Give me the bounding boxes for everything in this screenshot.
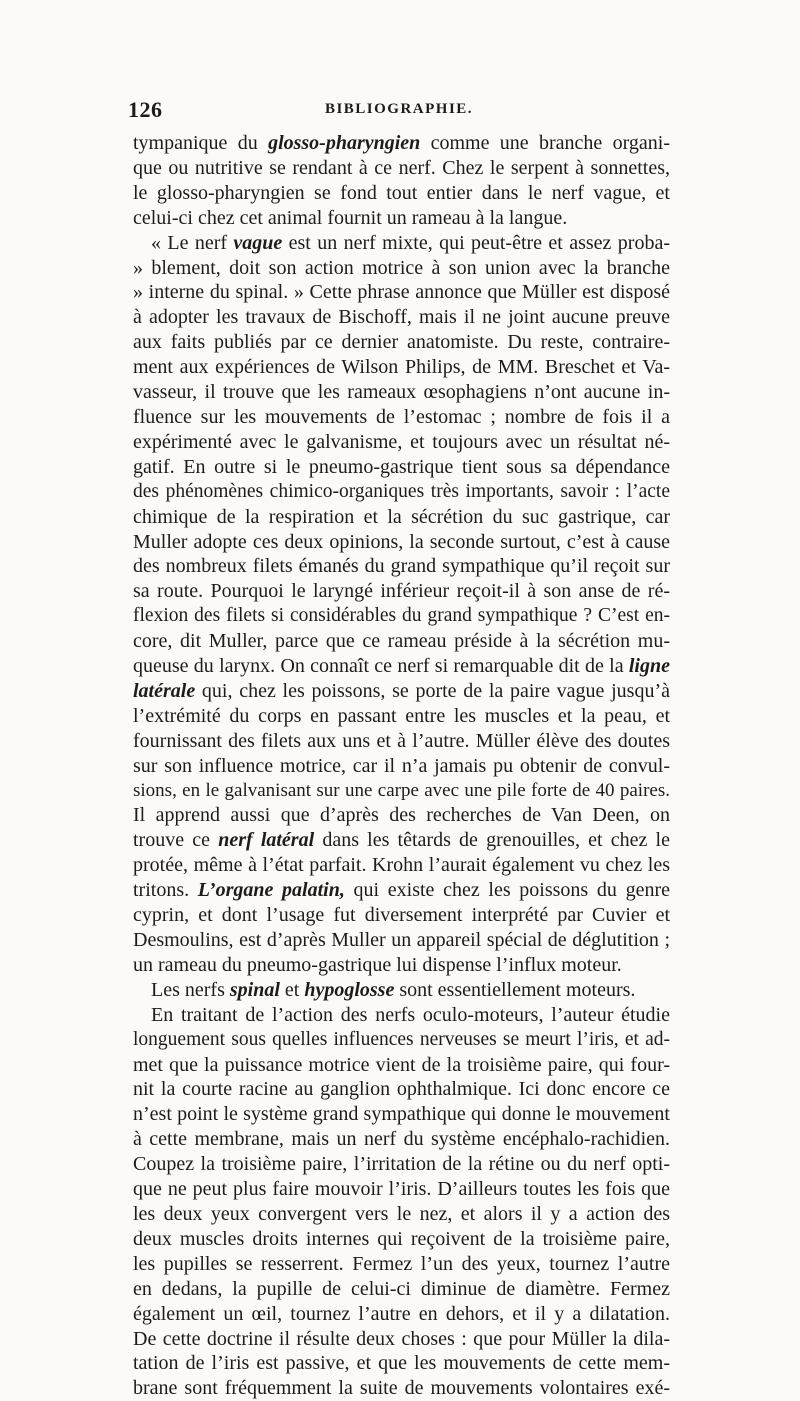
text-segment: expérimenté avec le galvanisme, et toujours avec un résultat né- — [133, 430, 670, 453]
text-segment: n’est point le système grand sympathique qui donne le mouvement — [133, 1103, 670, 1126]
text-segment: est un nerf mixte, qui peut-être et assez proba- — [282, 231, 670, 254]
text-line — [133, 1302, 670, 1327]
text-line — [133, 554, 670, 579]
text-line — [133, 903, 670, 928]
text-line — [133, 878, 670, 903]
text-line — [133, 380, 670, 405]
text-line — [133, 405, 670, 430]
text-line — [133, 505, 670, 530]
text-line — [133, 1227, 670, 1252]
text-line — [133, 131, 670, 156]
text-segment: nit la courte racine au ganglion ophthalmique. Ici donc encore ce — [133, 1078, 670, 1101]
text-segment: l’extrémité du corps en passant entre les muscles et la peau, et — [133, 704, 670, 727]
text-line — [133, 828, 670, 853]
text-segment: flexion des filets si considérables du grand sympathique ? C’est en- — [133, 605, 670, 627]
text-segment: tritons. — [133, 879, 198, 902]
text-line — [133, 206, 670, 231]
text-segment: De cette doctrine il résulte deux choses : que pour Müller la dila- — [133, 1327, 670, 1350]
text-segment: brane sont fréquemment la suite de mouvements volontaires exé- — [133, 1377, 670, 1400]
text-segment: dans les têtards de grenouilles, et chez le — [314, 829, 670, 852]
text-segment: les deux yeux convergent vers le nez, et alors il y a action des — [133, 1202, 670, 1225]
text-segment: comme une branche organi- — [420, 132, 670, 154]
text-line — [133, 1003, 670, 1028]
text-segment: fournissant des filets aux uns et à l’autre. Müller élève des doutes — [133, 729, 670, 752]
text-segment: qui existe chez les poissons du genre — [344, 879, 670, 902]
text-line — [133, 305, 670, 330]
text-line — [133, 654, 670, 679]
text-segment: sont essentiellement moteurs. — [394, 978, 636, 1001]
text-line — [133, 1102, 670, 1127]
text-segment: protée, même à l’état parfait. Krohn l’aurait également vu chez les — [133, 854, 670, 877]
text-line — [133, 355, 670, 380]
text-segment: cyprin, et dont l’usage fut diversement interprété par Cuvier et — [133, 904, 670, 927]
text-segment: met que la puissance motrice vient de la troisième paire, qui four- — [133, 1053, 670, 1076]
text-segment: des phénomènes chimico-organiques très importants, savoir : l’acte — [133, 480, 670, 502]
running-head: BIBLIOGRAPHIE. — [324, 101, 474, 117]
text-segment: un rameau du pneumo-gastrique lui dispense l’influx moteur. — [133, 953, 622, 976]
text-segment: fluence sur les mouvements de l’estomac ; nombre de fois il a — [133, 405, 670, 428]
italic-text: ligne — [628, 655, 670, 678]
text-segment: queuse du larynx. On connaît ce nerf si remarquable dit de la — [133, 655, 629, 678]
text-line — [133, 729, 670, 754]
text-line — [133, 803, 670, 828]
text-segment: core, dit Muller, parce que ce rameau préside à la sécrétion mu- — [133, 630, 670, 653]
text-line — [133, 430, 670, 455]
text-segment: sions, en le galvanisant sur une carpe avec une pile forte de 40 paires. — [133, 779, 670, 801]
text-line — [133, 853, 670, 878]
text-line — [133, 1127, 670, 1152]
text-segment: « Le nerf — [151, 231, 234, 254]
text-segment: Desmoulins, est d’après Muller un appareil spécial de déglutition ; — [133, 929, 670, 951]
text-line — [133, 1277, 670, 1302]
text-line — [133, 928, 670, 953]
text-segment: longuement sous quelles influences nerveuses se meurt l’iris, et ad- — [133, 1028, 670, 1050]
text-line — [133, 629, 670, 654]
text-line — [133, 953, 670, 978]
text-line — [133, 1177, 670, 1202]
text-segment: chimique de la respiration et la sécrétion du suc gastrique, car — [133, 505, 670, 528]
text-segment: que ne peut plus faire mouvoir l’iris. D’ailleurs toutes les fois que — [133, 1178, 670, 1201]
italic-text: latérale — [133, 679, 196, 702]
text-segment: que ou nutritive se rendant à ce nerf. Chez le serpent à sonnettes, — [133, 156, 670, 179]
text-line — [133, 1351, 670, 1376]
text-line — [133, 530, 670, 555]
text-line — [133, 1327, 670, 1352]
text-line — [133, 1202, 670, 1227]
text-line — [133, 978, 670, 1003]
text-segment: à cette membrane, mais un nerf du système encéphalo-rachidien. — [133, 1128, 670, 1151]
text-line — [133, 1077, 670, 1102]
text-line — [133, 480, 670, 505]
text-line — [133, 256, 670, 281]
text-segment: Muller adopte ces deux opinions, la seconde surtout, c’est à cause — [133, 530, 670, 553]
text-segment: sa route. Pourquoi le laryngé inférieur reçoit-il à son anse de ré- — [133, 580, 670, 603]
text-segment: En traitant de l’action des nerfs oculo-moteurs, l’auteur étudie — [151, 1003, 670, 1026]
text-segment: celui-ci chez cet animal fournit un rameau à la langue. — [133, 206, 568, 229]
text-line — [133, 679, 670, 704]
text-line — [133, 231, 670, 256]
text-line — [133, 280, 670, 305]
text-line — [133, 156, 670, 181]
text-line — [133, 1152, 670, 1177]
italic-text: glosso-pharyngien — [268, 132, 421, 154]
text-line — [133, 181, 670, 206]
text-line — [133, 1028, 670, 1053]
text-segment: sur son influence motrice, car il n’a jamais pu obtenir de convul- — [133, 754, 670, 777]
text-line — [133, 754, 670, 779]
text-segment: tation de l’iris est passive, et que les mouvements de cette mem- — [133, 1352, 670, 1375]
text-line — [133, 330, 670, 355]
italic-text: vague — [233, 231, 283, 254]
page-header — [128, 97, 670, 129]
text-segment: Il apprend aussi que d’après des recherches de Van Deen, on — [133, 804, 670, 827]
text-segment: Les nerfs — [151, 978, 230, 1001]
text-segment: vasseur, il trouve que les rameaux œsophagiens n’ont aucune in- — [133, 381, 670, 404]
text-segment: et — [279, 978, 305, 1001]
text-line — [133, 704, 670, 729]
italic-text: L’organe palatin, — [197, 879, 345, 902]
text-segment: » interne du spinal. » Cette phrase annonce que Müller est disposé — [133, 281, 670, 304]
text-line — [133, 604, 670, 629]
text-segment: les pupilles se resserrent. Fermez l’un des yeux, tournez l’autre — [133, 1252, 670, 1275]
text-segment: gatif. En outre si le pneumo-gastrique tient sous sa dépendance — [133, 455, 670, 478]
text-segment: aux faits publiés par ce dernier anatomiste. Du reste, contraire- — [133, 331, 670, 354]
text-segment: deux muscles droits internes qui reçoivent de la troisième paire, — [133, 1227, 670, 1250]
text-segment: des nombreux filets émanés du grand sympathique qu’il reçoit sur — [133, 555, 670, 578]
italic-text: nerf latéral — [218, 829, 315, 852]
body-text — [133, 131, 670, 1401]
text-line — [133, 455, 670, 480]
text-segment: trouve ce — [133, 829, 219, 852]
text-line — [133, 779, 670, 804]
text-segment: à adopter les travaux de Bischoff, mais il ne joint aucune preuve — [133, 306, 670, 329]
text-segment: qui, chez les poissons, se porte de la paire vague jusqu’à — [195, 679, 670, 702]
text-segment: également un œil, tournez l’autre en dehors, et il y a dilatation. — [133, 1302, 670, 1325]
page-number: 126 — [128, 97, 163, 122]
text-segment: » blement, doit son action motrice à son union avec la branche — [133, 256, 670, 279]
text-line — [133, 1376, 670, 1401]
text-line — [133, 1053, 670, 1078]
italic-text: hypoglosse — [304, 978, 395, 1001]
text-segment: en dedans, la pupille de celui-ci diminue de diamètre. Fermez — [133, 1277, 670, 1300]
text-segment: tympanique du — [133, 132, 269, 154]
text-segment: Coupez la troisième paire, l’irritation de la rétine ou du nerf opti- — [133, 1153, 670, 1176]
italic-text: spinal — [229, 978, 280, 1001]
text-segment: le glosso-pharyngien se fond tout entier dans le nerf vague, et — [133, 181, 670, 204]
text-line — [133, 1252, 670, 1277]
text-segment: ment aux expériences de Wilson Philips, de MM. Breschet et Va- — [133, 356, 670, 379]
text-line — [133, 579, 670, 604]
